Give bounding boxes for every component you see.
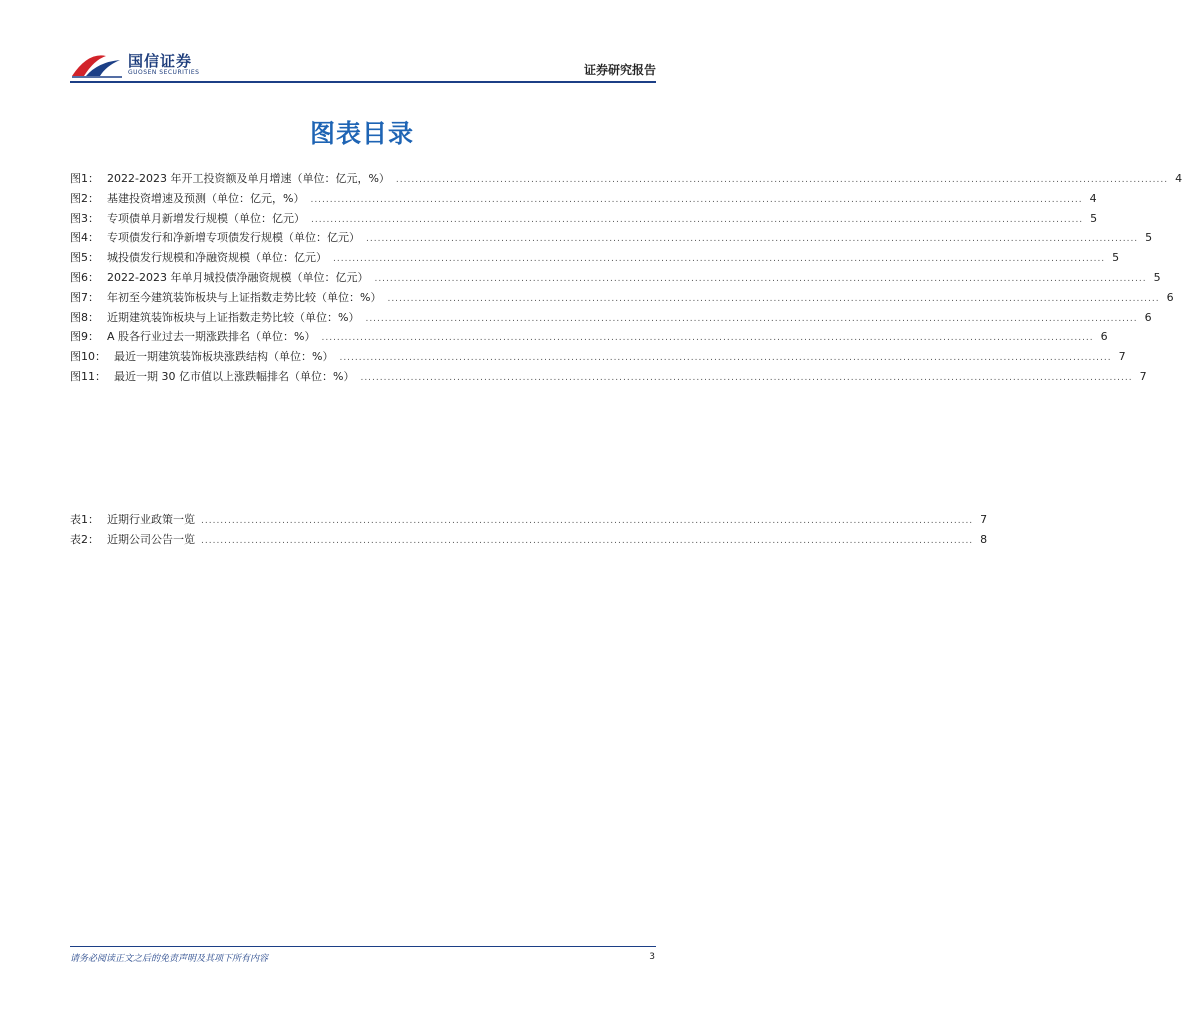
entry-label: 图1： xyxy=(70,172,99,185)
leader-dots: ........................................................................................................................................................................................................ xyxy=(387,293,1160,304)
logo-chinese-name: 国信证券 xyxy=(128,52,193,70)
entry-label: 图4： xyxy=(70,231,99,245)
figure-entry[interactable] xyxy=(70,229,1153,249)
figure-entry[interactable] xyxy=(70,190,1097,210)
entry-text: 2022-2023 年单月城投债净融资规模（单位：亿元） xyxy=(107,270,369,284)
entry-text: A 股各行业过去一期涨跌排名（单位：%） xyxy=(107,330,316,344)
figure-entry[interactable] xyxy=(70,328,1108,348)
entry-label: 表1： xyxy=(70,513,99,526)
entry-page: 8 xyxy=(980,532,988,546)
figure-entry[interactable] xyxy=(70,289,1174,309)
entry-page: 5 xyxy=(1090,211,1098,225)
page-number: 3 xyxy=(649,952,655,962)
header-divider xyxy=(70,81,656,83)
entry-text: 专项债发行和净新增专项债发行规模（单位：亿元） xyxy=(107,231,360,245)
entry-page: 6 xyxy=(1100,330,1108,344)
entry-page: 6 xyxy=(1166,290,1174,304)
entry-text: 最近一期 30 亿市值以上涨跌幅排名（单位：%） xyxy=(114,369,355,383)
table-entry[interactable] xyxy=(70,531,988,551)
entry-text: 专项债单月新增发行规模（单位：亿元） xyxy=(107,211,305,225)
entry-page: 6 xyxy=(1144,310,1152,324)
entry-text: 年初至今建筑装饰板块与上证指数走势比较（单位：%） xyxy=(107,290,382,304)
entry-page: 4 xyxy=(1089,191,1097,205)
entry-text: 城投债发行规模和净融资规模（单位：亿元） xyxy=(107,251,327,265)
leader-dots: ........................................................................................................................................................................................................ xyxy=(366,234,1139,245)
entry-label: 图6： xyxy=(70,270,99,284)
entry-label: 图3： xyxy=(70,211,99,225)
entry-page: 5 xyxy=(1112,251,1120,265)
entry-label: 图11： xyxy=(70,369,106,383)
entry-text: 近期公司公告一览 xyxy=(107,532,195,546)
figure-entry[interactable] xyxy=(70,249,1120,269)
leader-dots: ........................................................................................................................................................................................................ xyxy=(310,194,1083,205)
entry-label: 图7： xyxy=(70,290,99,304)
entry-page: 5 xyxy=(1153,270,1161,284)
figure-entry[interactable] xyxy=(70,170,1182,190)
leader-dots: ........................................................................................................................................................................................................ xyxy=(311,214,1084,225)
leader-dots: ........................................................................................................................................................................................................ xyxy=(321,333,1094,344)
entry-page: 7 xyxy=(1139,369,1147,383)
report-type-label: 证券研究报告 xyxy=(583,63,656,77)
entry-label: 图8： xyxy=(70,310,99,324)
entry-label: 图5： xyxy=(70,251,99,265)
table-list xyxy=(70,511,988,551)
entry-page: 7 xyxy=(1118,350,1126,364)
logo-english-name: GUOSEN SECURITIES xyxy=(128,69,200,76)
entry-label: 图9： xyxy=(70,330,99,344)
leader-dots: ........................................................................................................................................................................................................ xyxy=(201,535,974,546)
leader-dots: ........................................................................................................................................................................................................ xyxy=(360,372,1133,383)
guosen-logo-icon xyxy=(70,50,124,80)
figure-list xyxy=(70,170,1182,388)
figure-entry[interactable] xyxy=(70,348,1126,368)
entry-text: 最近一期建筑装饰板块涨跌结构（单位：%） xyxy=(114,350,334,364)
entry-text: 近期行业政策一览 xyxy=(107,513,195,526)
entry-label: 图2： xyxy=(70,191,99,205)
guosen-logo xyxy=(70,50,199,80)
page-header xyxy=(70,48,656,84)
leader-dots: ........................................................................................................................................................................................................ xyxy=(339,353,1112,364)
entry-text: 2022-2023 年开工投资额及单月增速（单位：亿元，%） xyxy=(107,172,390,185)
leader-dots: ........................................................................................................................................................................................................ xyxy=(374,273,1147,284)
disclaimer-text: 请务必阅读正文之后的免责声明及其项下所有内容 xyxy=(70,954,269,964)
leader-dots: ........................................................................................................................................................................................................ xyxy=(201,516,974,526)
footer-divider xyxy=(70,946,656,947)
entry-page: 7 xyxy=(980,513,988,526)
entry-page: 4 xyxy=(1175,172,1182,185)
entry-text: 近期建筑装饰板块与上证指数走势比较（单位：%） xyxy=(107,310,360,324)
entry-text: 基建投资增速及预测（单位：亿元，%） xyxy=(107,191,305,205)
leader-dots: ........................................................................................................................................................................................................ xyxy=(395,175,1169,185)
page-title: 图表目录 xyxy=(309,119,414,148)
figure-entry[interactable] xyxy=(70,309,1152,329)
entry-page: 5 xyxy=(1145,231,1153,245)
entry-label: 表2： xyxy=(70,532,99,546)
table-entry[interactable] xyxy=(70,511,988,531)
figure-entry[interactable] xyxy=(70,368,1147,388)
figure-entry[interactable] xyxy=(70,269,1161,289)
leader-dots: ........................................................................................................................................................................................................ xyxy=(365,313,1138,324)
leader-dots: ........................................................................................................................................................................................................ xyxy=(333,254,1106,265)
entry-label: 图10： xyxy=(70,350,106,364)
figure-entry[interactable] xyxy=(70,210,1098,230)
